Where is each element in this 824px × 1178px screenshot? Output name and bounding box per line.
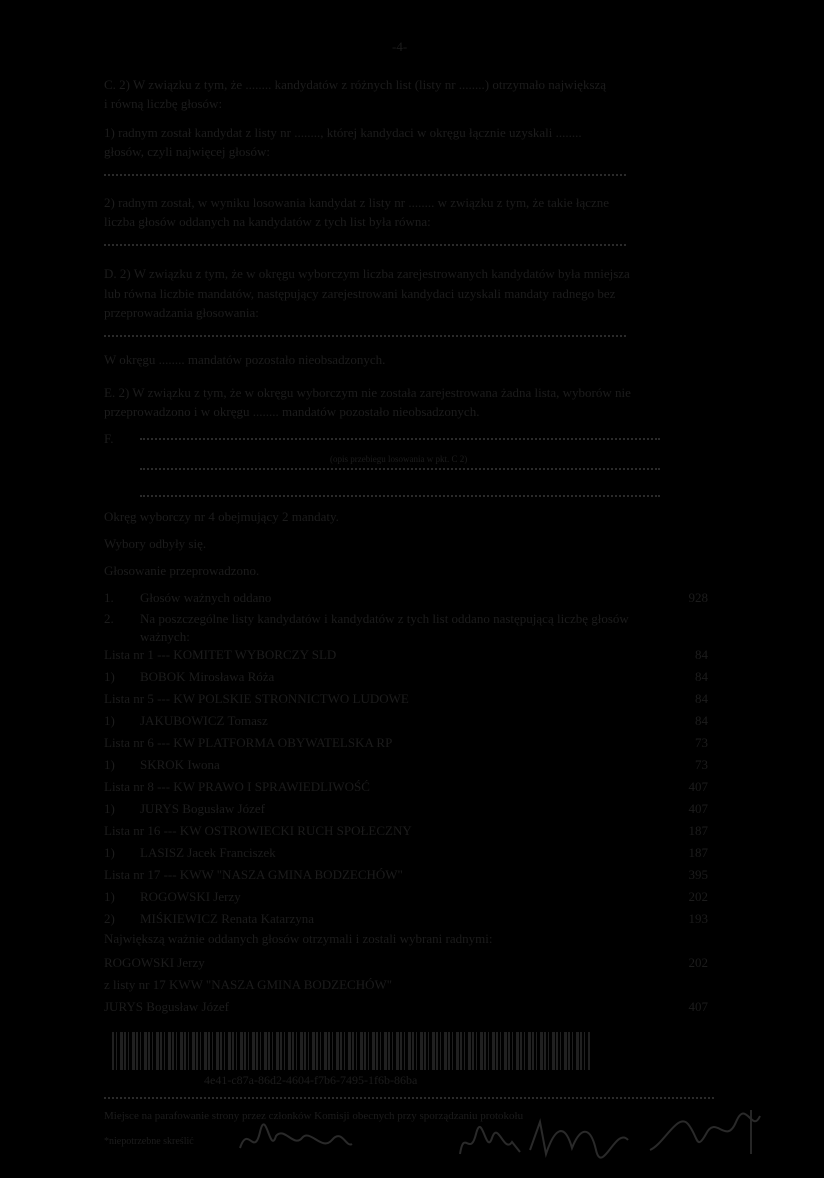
candidate-num: 1) (104, 757, 115, 772)
election-held: Wybory odbyły się. (104, 536, 207, 551)
candidate-num: 1) (104, 713, 115, 728)
valid-votes-value: 928 (688, 590, 708, 605)
candidate-votes: 84 (695, 713, 708, 728)
list-total: 395 (688, 867, 708, 882)
list-total: 73 (695, 735, 708, 750)
signature-3 (524, 1110, 634, 1164)
candidate-name: LASISZ Jacek Franciszek (140, 845, 276, 860)
per-list-label-a: Na poszczególne listy kandydatów i kandydatów z tych list oddano następującą liczbę głosów (140, 611, 629, 626)
candidate-votes: 187 (688, 845, 708, 860)
elected-votes: 202 (688, 955, 708, 970)
elected-list: z listy nr 17 KWW "NASZA GMINA BODZECHÓW" (104, 977, 393, 992)
candidate-num: 1) (104, 801, 115, 816)
elected-votes: 407 (688, 999, 708, 1014)
dotted-line (104, 244, 626, 248)
candidate-name: JAKUBOWICZ Tomasz (140, 713, 268, 728)
candidate-num: 1) (104, 845, 115, 860)
section-d-line1: D. 2) W związku z tym, że w okręgu wyborczym liczba zarejestrowanych kandydatów była mniejsza (104, 266, 630, 281)
list-total: 84 (695, 691, 708, 706)
candidate-name: BOBOK Mirosława Róża (140, 669, 275, 684)
list-total: 407 (688, 779, 708, 794)
separator-line (104, 1097, 714, 1101)
section-f-caption: (opis przebiegu losowania w pkt. C 2) (330, 454, 468, 464)
footer-strike-note: *niepotrzebne skreślić (104, 1136, 194, 1147)
elected-name: JURYS Bogusław Józef (104, 999, 229, 1014)
candidate-name: MIŚKIEWICZ Renata Katarzyna (140, 911, 314, 926)
list-label: Lista nr 17 --- KWW "NASZA GMINA BODZECHÓW" (104, 867, 403, 882)
district-line: Okręg wyborczy nr 4 obejmujący 2 mandaty. (104, 509, 339, 524)
candidate-votes: 407 (688, 801, 708, 816)
candidate-votes: 73 (695, 757, 708, 772)
valid-votes-label: Głosów ważnych oddano (140, 590, 272, 605)
dotted-line (140, 468, 660, 472)
section-f-label: F. (104, 431, 114, 446)
candidate-num: 2) (104, 911, 115, 926)
section-c-item2a: 2) radnym został, w wyniku losowania kandydat z listy nr ........ w związku z tym, że takie łączne (104, 195, 610, 210)
page-number: -4- (392, 39, 408, 54)
list-label: Lista nr 1 --- KOMITET WYBORCZY SLD (104, 647, 337, 662)
result-intro: Największą ważnie oddanych głosów otrzymali i zostali wybrani radnymi: (104, 931, 493, 946)
dotted-line (140, 438, 660, 442)
list-total: 84 (695, 647, 708, 662)
candidate-num: 1) (104, 669, 115, 684)
barcode-image (112, 1032, 590, 1070)
barcode-code: 4e41-c87a-86d2-4604-f7b6-7495-1f6b-86ba (204, 1073, 418, 1087)
signature-4 (644, 1104, 764, 1160)
signature-2 (456, 1118, 526, 1164)
candidate-name: SKROK Iwona (140, 757, 220, 772)
list-label: Lista nr 16 --- KW OSTROWIECKI RUCH SPOŁECZNY (104, 823, 412, 838)
per-list-label-b: ważnych: (140, 629, 190, 644)
valid-votes-num: 1. (104, 590, 114, 605)
list-total: 187 (688, 823, 708, 838)
footer-initials-note: Miejsce na parafowanie strony przez członków Komisji obecnych przy sporządzaniu protokołu (104, 1110, 524, 1122)
candidate-votes: 84 (695, 669, 708, 684)
candidate-num: 1) (104, 889, 115, 904)
section-c-item1a: 1) radnym został kandydat z listy nr ........, której kandydaci w okręgu łącznie uzyskali ........ (104, 125, 582, 140)
section-d-line2: lub równa liczbie mandatów, następujący zarejestrowani kandydaci uzyskali mandaty radnego bez (104, 286, 616, 301)
candidate-name: JURYS Bogusław Józef (140, 801, 265, 816)
section-c-line1: C. 2) W związku z tym, że ........ kandydatów z różnych list (listy nr ........) otrzymało największą (104, 77, 607, 92)
candidate-name: ROGOWSKI Jerzy (140, 889, 241, 904)
candidate-votes: 202 (688, 889, 708, 904)
dotted-line (140, 495, 660, 499)
section-c-line2: i równą liczbę głosów: (104, 96, 223, 111)
dotted-line (104, 174, 626, 178)
voting-held: Głosowanie przeprowadzono. (104, 563, 260, 578)
per-list-num: 2. (104, 611, 114, 626)
candidate-votes: 193 (688, 911, 708, 926)
section-e-line1: E. 2) W związku z tym, że w okręgu wyborczym nie została zarejestrowana żadna lista, wyborów nie (104, 385, 631, 400)
section-c-item1b: głosów, czyli najwięcej głosów: (104, 144, 270, 159)
signature-1 (236, 1118, 356, 1164)
section-d-line4: W okręgu ........ mandatów pozostało nieobsadzonych. (104, 352, 386, 367)
section-d-line3: przeprowadzania głosowania: (104, 305, 259, 320)
list-label: Lista nr 6 --- KW PLATFORMA OBYWATELSKA RP (104, 735, 393, 750)
dotted-line (104, 335, 626, 339)
list-label: Lista nr 8 --- KW PRAWO I SPRAWIEDLIWOŚĆ (104, 779, 370, 794)
section-e-line2: przeprowadzono i w okręgu ........ mandatów pozostało nieobsadzonych. (104, 404, 480, 419)
elected-name: ROGOWSKI Jerzy (104, 955, 205, 970)
section-c-item2b: liczba głosów oddanych na kandydatów z tych list była równa: (104, 214, 431, 229)
list-label: Lista nr 5 --- KW POLSKIE STRONNICTWO LUDOWE (104, 691, 409, 706)
